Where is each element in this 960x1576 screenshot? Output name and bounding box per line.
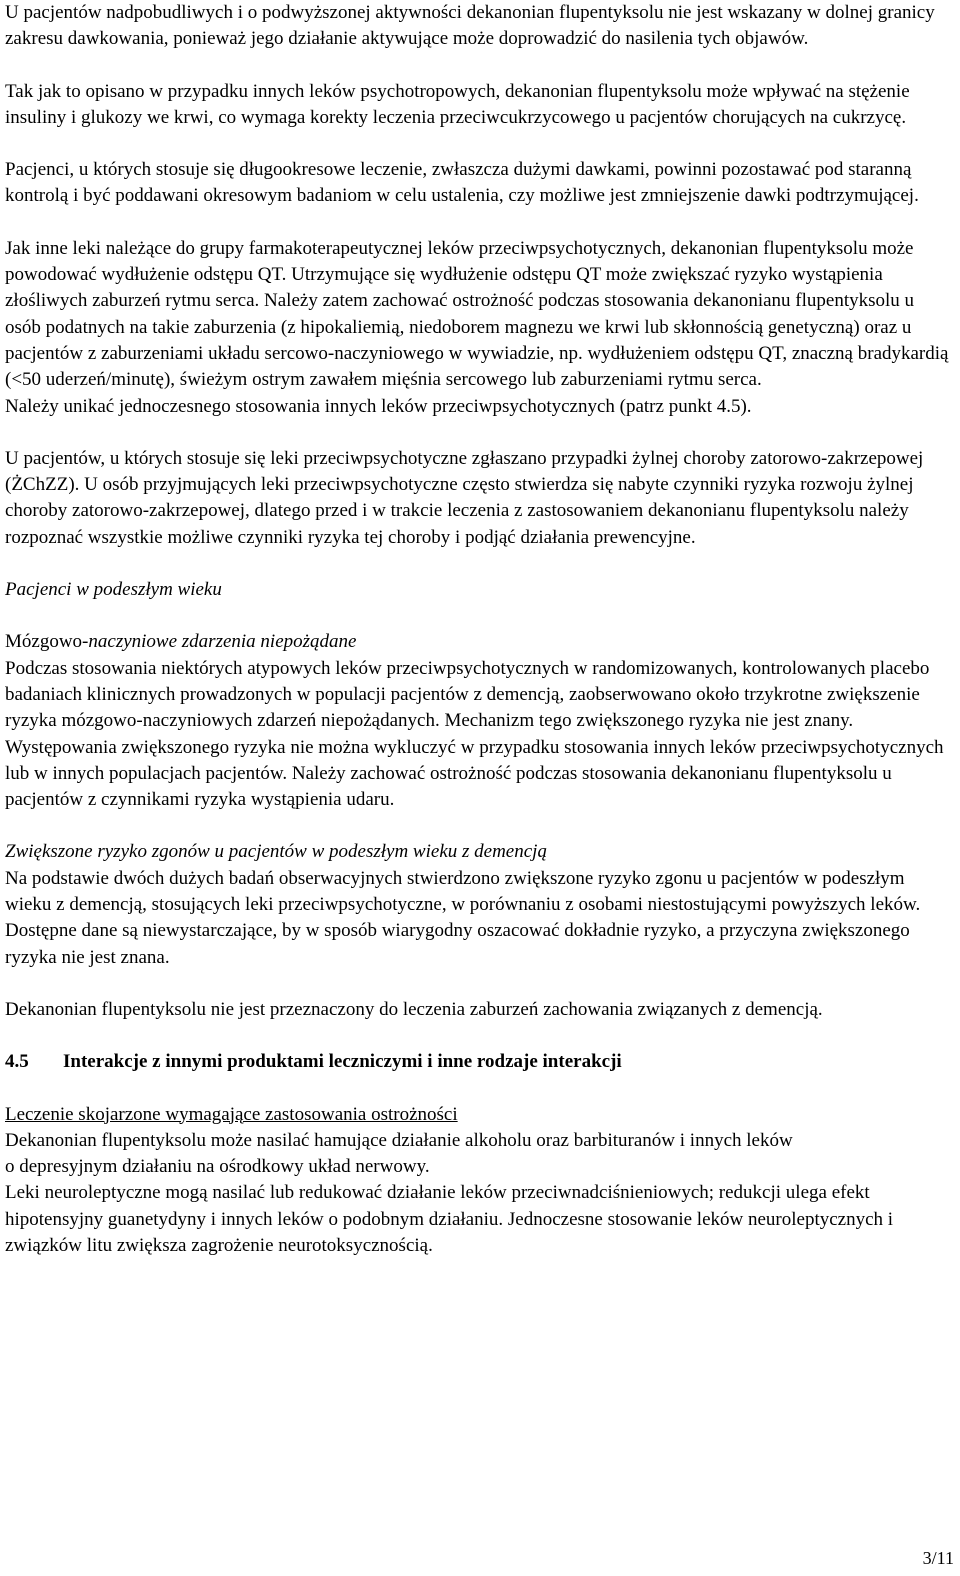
paragraph-gap [5,1076,953,1102]
paragraph-gap [5,420,953,446]
section-heading-interactions [5,1049,953,1075]
paragraph-cns-depressants: o depresyjnym działaniu na ośrodkowy układ nerwowy. [5,1156,430,1178]
page-number: 3/11 [922,1548,954,1568]
subheading-cerebrovascular-plain-part: Mózgowo- [5,631,89,653]
subheading-cerebrovascular-italic-part: naczyniowe zdarzenia niepożądane [88,631,357,653]
paragraph-neuroleptics-antihypertensives: Leki neuroleptyczne mogą nasilać lub redukować działanie leków przeciwnadciśnieniowych; redukcji ulega efekt hipotensyjny guanetydyny i innych leków o podobnym działaniu. Jednoczesne stosowanie leków neuroleptycznych i związków litu zwiększa zagrożenie neurotoksycznością. [5,1182,894,1256]
paragraph-long-term-treatment: Pacjenci, u których stosuje się długookresowe leczenie, zwłaszcza dużymi dawkami, powinni pozostawać pod staranną kontrolą i być poddawani okresowym badaniom w celu ustalenia, czy możliwe jest zmniejszenie dawki podtrzymującej. [5,159,919,207]
paragraph-hyperactive-patients: U pacjentów nadpobudliwych i o podwyższonej aktywności dekanonian flupentyksolu nie jest wskazany w dolnej granicy zakresu dawkowania, ponieważ jego działanie aktywujące może doprowadzić do nasilenia tych objawów. [5,2,935,50]
section-title: Interakcje z innymi produktami leczniczymi i inne rodzaje interakcji [63,1051,622,1073]
section-number: 4.5 [5,1051,29,1073]
subheading-increased-mortality: Zwiększone ryzyko zgonów u pacjentów w podeszłym wieku z demencją [5,841,547,863]
paragraph-gap [5,53,953,79]
paragraph-vte-risk: U pacjentów, u których stosuje się leki przeciwpsychotyczne zgłaszano przypadki żylnej choroby zatorowo-zakrzepowej (ŻChZZ). U osób przyjmujących leki przeciwpsychotyczne często stwierdza się nabyte czynniki ryzyka rozwoju żylnej choroby zatorowo-zakrzepowej, dlatego przed i w trakcie leczenia z zastosowaniem dekanonianu flupentyksolu należy rozpoznać wszystkie możliwe czynniki ryzyka tej choroby i podjąć działania prewencyjne. [5,447,924,548]
paragraph-gap [5,813,953,839]
paragraph-gap [5,1023,953,1049]
subheading-cerebrovascular-events [5,629,953,655]
paragraph-gap [5,551,953,577]
document-page [5,0,953,1259]
paragraph-mortality-studies: Na podstawie dwóch dużych badań obserwacyjnych stwierdzono zwiększone ryzyko zgonu u pacjentów w podeszłym wieku z demencją, stosujących leki przeciwpsychotyczne, w porównaniu z osobami niestostującymi powyższych leków. Dostępne dane są niewystarczające, by w sposób wiarygodny oszacować dokładnie ryzyko, a przyczyna zwiększonego ryzyka nie jest znana. [5,867,921,968]
paragraph-qt-prolongation: Jak inne leki należące do grupy farmakoterapeutycznej leków przeciwpsychotycznych, dekanonian flupentyksolu może powodować wydłużenie odstępu QT. Utrzymujące się wydłużenie odstępu QT może zwiększać ryzyko wystąpienia złośliwych zaburzeń rytmu serca. Należy zatem zachować ostrożność podczas stosowania dekanonianu flupentyksolu u osób podatnych na takie zaburzenia (z hipokaliemią, niedoborem magnezu we krwi lub skłonnością genetyczną) oraz u pacjentów z zaburzeniami układu sercowo-naczyniowego w wywiadzie, np. wydłużeniem odstępu QT, znaczną bradykardią (<50 uderzeń/minutę), świeżym ostrym zawałem mięśnia sercowego lub zaburzeniami rytmu serca. [5,237,949,391]
paragraph-cerebrovascular-risk: Podczas stosowania niektórych atypowych leków przeciwpsychotycznych w randomizowanych, kontrolowanych placebo badaniach klinicznych prowadzonych w populacji pacjentów z demencją, zaobserwowano około trzykrotne zwiększenie ryzyka mózgowo-naczyniowych zdarzeń niepożądanych. Mechanizm tego zwiększonego ryzyka nie jest znany. Występowania zwiększonego ryzyka nie można wykluczyć w przypadku stosowania innych leków przeciwpsychotycznych lub w innych populacjach pacjentów. Należy zachować ostrożność podczas stosowania dekanonianu flupentyksolu u pacjentów z czynnikami ryzyka wystąpienia udaru. [5,657,944,811]
paragraph-gap [5,210,953,236]
subheading-caution-combination: Leczenie skojarzone wymagające zastosowania ostrożności [5,1103,458,1125]
subheading-elderly-patients: Pacjenci w podeszłym wieku [5,579,222,601]
paragraph-gap [5,971,953,997]
paragraph-avoid-concomitant-use: Należy unikać jednoczesnego stosowania innych leków przeciwpsychotycznych (patrz punkt 4.5). [5,395,752,417]
paragraph-insulin-glucose: Tak jak to opisano w przypadku innych leków psychotropowych, dekanonian flupentyksolu może wpływać na stężenie insuliny i glukozy we krwi, co wymaga korekty leczenia przeciwcukrzycowego u pacjentów chorujących na cukrzycę. [5,80,910,128]
paragraph-gap [5,131,953,157]
paragraph-dementia-not-indicated: Dekanonian flupentyksolu nie jest przeznaczony do leczenia zaburzeń zachowania związanych z demencją. [5,998,823,1020]
paragraph-gap [5,603,953,629]
paragraph-alcohol-barbiturates: Dekanonian flupentyksolu może nasilać hamujące działanie alkoholu oraz barbituranów i innych leków [5,1129,793,1151]
